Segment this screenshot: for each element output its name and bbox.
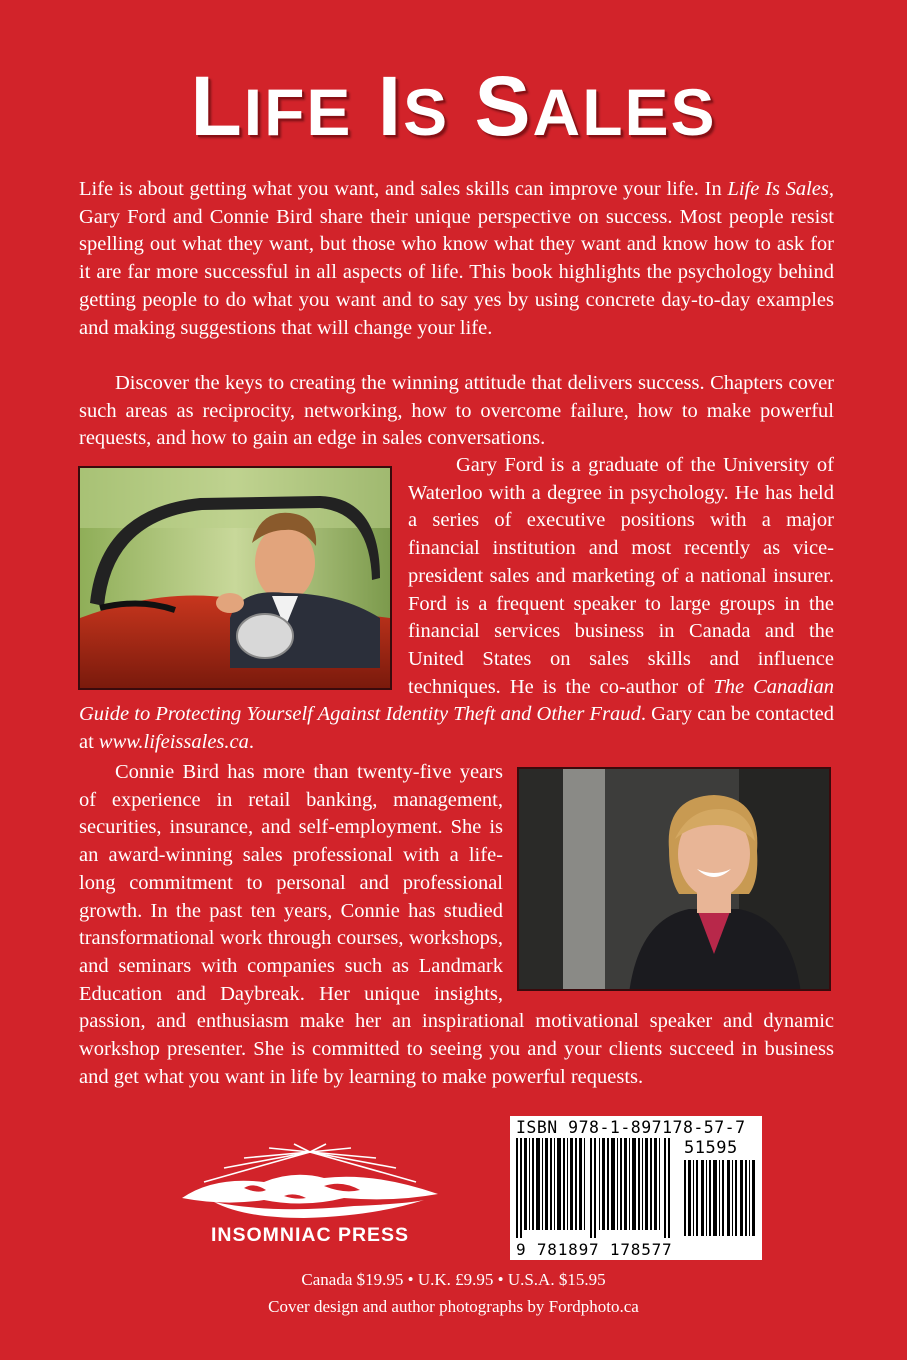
addon-barcode-bars: [682, 1160, 758, 1236]
price-code-text: 51595: [684, 1138, 738, 1158]
gary-ford-photo: [78, 466, 396, 690]
gary-ford-bio: Gary Ford is a graduate of the University of Waterloo with a degree in psychology. He has held a series of executive positions with a major financial institution and most recently as vice-president sales and marketing of a national insurer. Ford is a frequent speaker to large groups in the financial services business in Canada and the United States on sales skills and influence techniques. He is the co-author of The Canadian Guide to Protecting Yourself Against Identity Theft and Other Fraud. Gary can be contacted at www.lifeissales.ca.: [79, 454, 834, 754]
blurb-paragraph-2: Discover the keys to creating the winning attitude that delivers success. Chapters cover such areas as reciprocity, networking, how to overcome failure, how to make powerful requests, and how to gain an edge in sales conversations.: [79, 372, 834, 450]
connie-bird-photo: [517, 767, 835, 991]
publisher-name: INSOMNIAC PRESS: [210, 1224, 410, 1246]
blurb-paragraph-1: Life is about getting what you want, and sales skills can improve your life. In Life Is Sales, Gary Ford and Connie Bird share their unique perspective on success. Most people resist spelling out what they want, but those who know what they want and know how to ask for it are far more successful in all aspects of life. This book highlights the psychology behind getting people to do what you want and to say yes by using concrete day-to-day examples and making suggestions that will change your life.: [79, 178, 835, 339]
isbn-text: ISBN 978-1-897178-57-7: [516, 1118, 746, 1137]
barcode-bars: [514, 1138, 684, 1238]
photo-credit: Cover design and author photographs by Fordphoto.ca: [268, 1297, 639, 1316]
barcode-digits: 9 781897 178577: [516, 1240, 673, 1259]
isbn-barcode: [510, 1116, 762, 1260]
publisher-logo-artwork: [174, 1142, 446, 1222]
book-title: LIFE IS SALES: [190, 59, 717, 153]
publisher-logo: [174, 1142, 446, 1252]
price-list: Canada $19.95 • U.K. £9.95 • U.S.A. $15.95: [301, 1270, 606, 1289]
connie-bird-bio: Connie Bird has more than twenty-five years of experience in retail banking, management, securities, insurance, and self-employment. She is an award-winning sales professional with a life-long commitment to personal and professional growth. In the past ten years, Connie has studied transformational work through courses, workshops, and seminars with companies such as Landmark Education and Daybreak. Her unique insights, passion, and enthusiasm make her an inspirational motivational speaker and dynamic workshop presenter. She is committed to seeing you and your clients succeed in business and get what you want in life by learning to make powerful requests.: [79, 761, 834, 1088]
